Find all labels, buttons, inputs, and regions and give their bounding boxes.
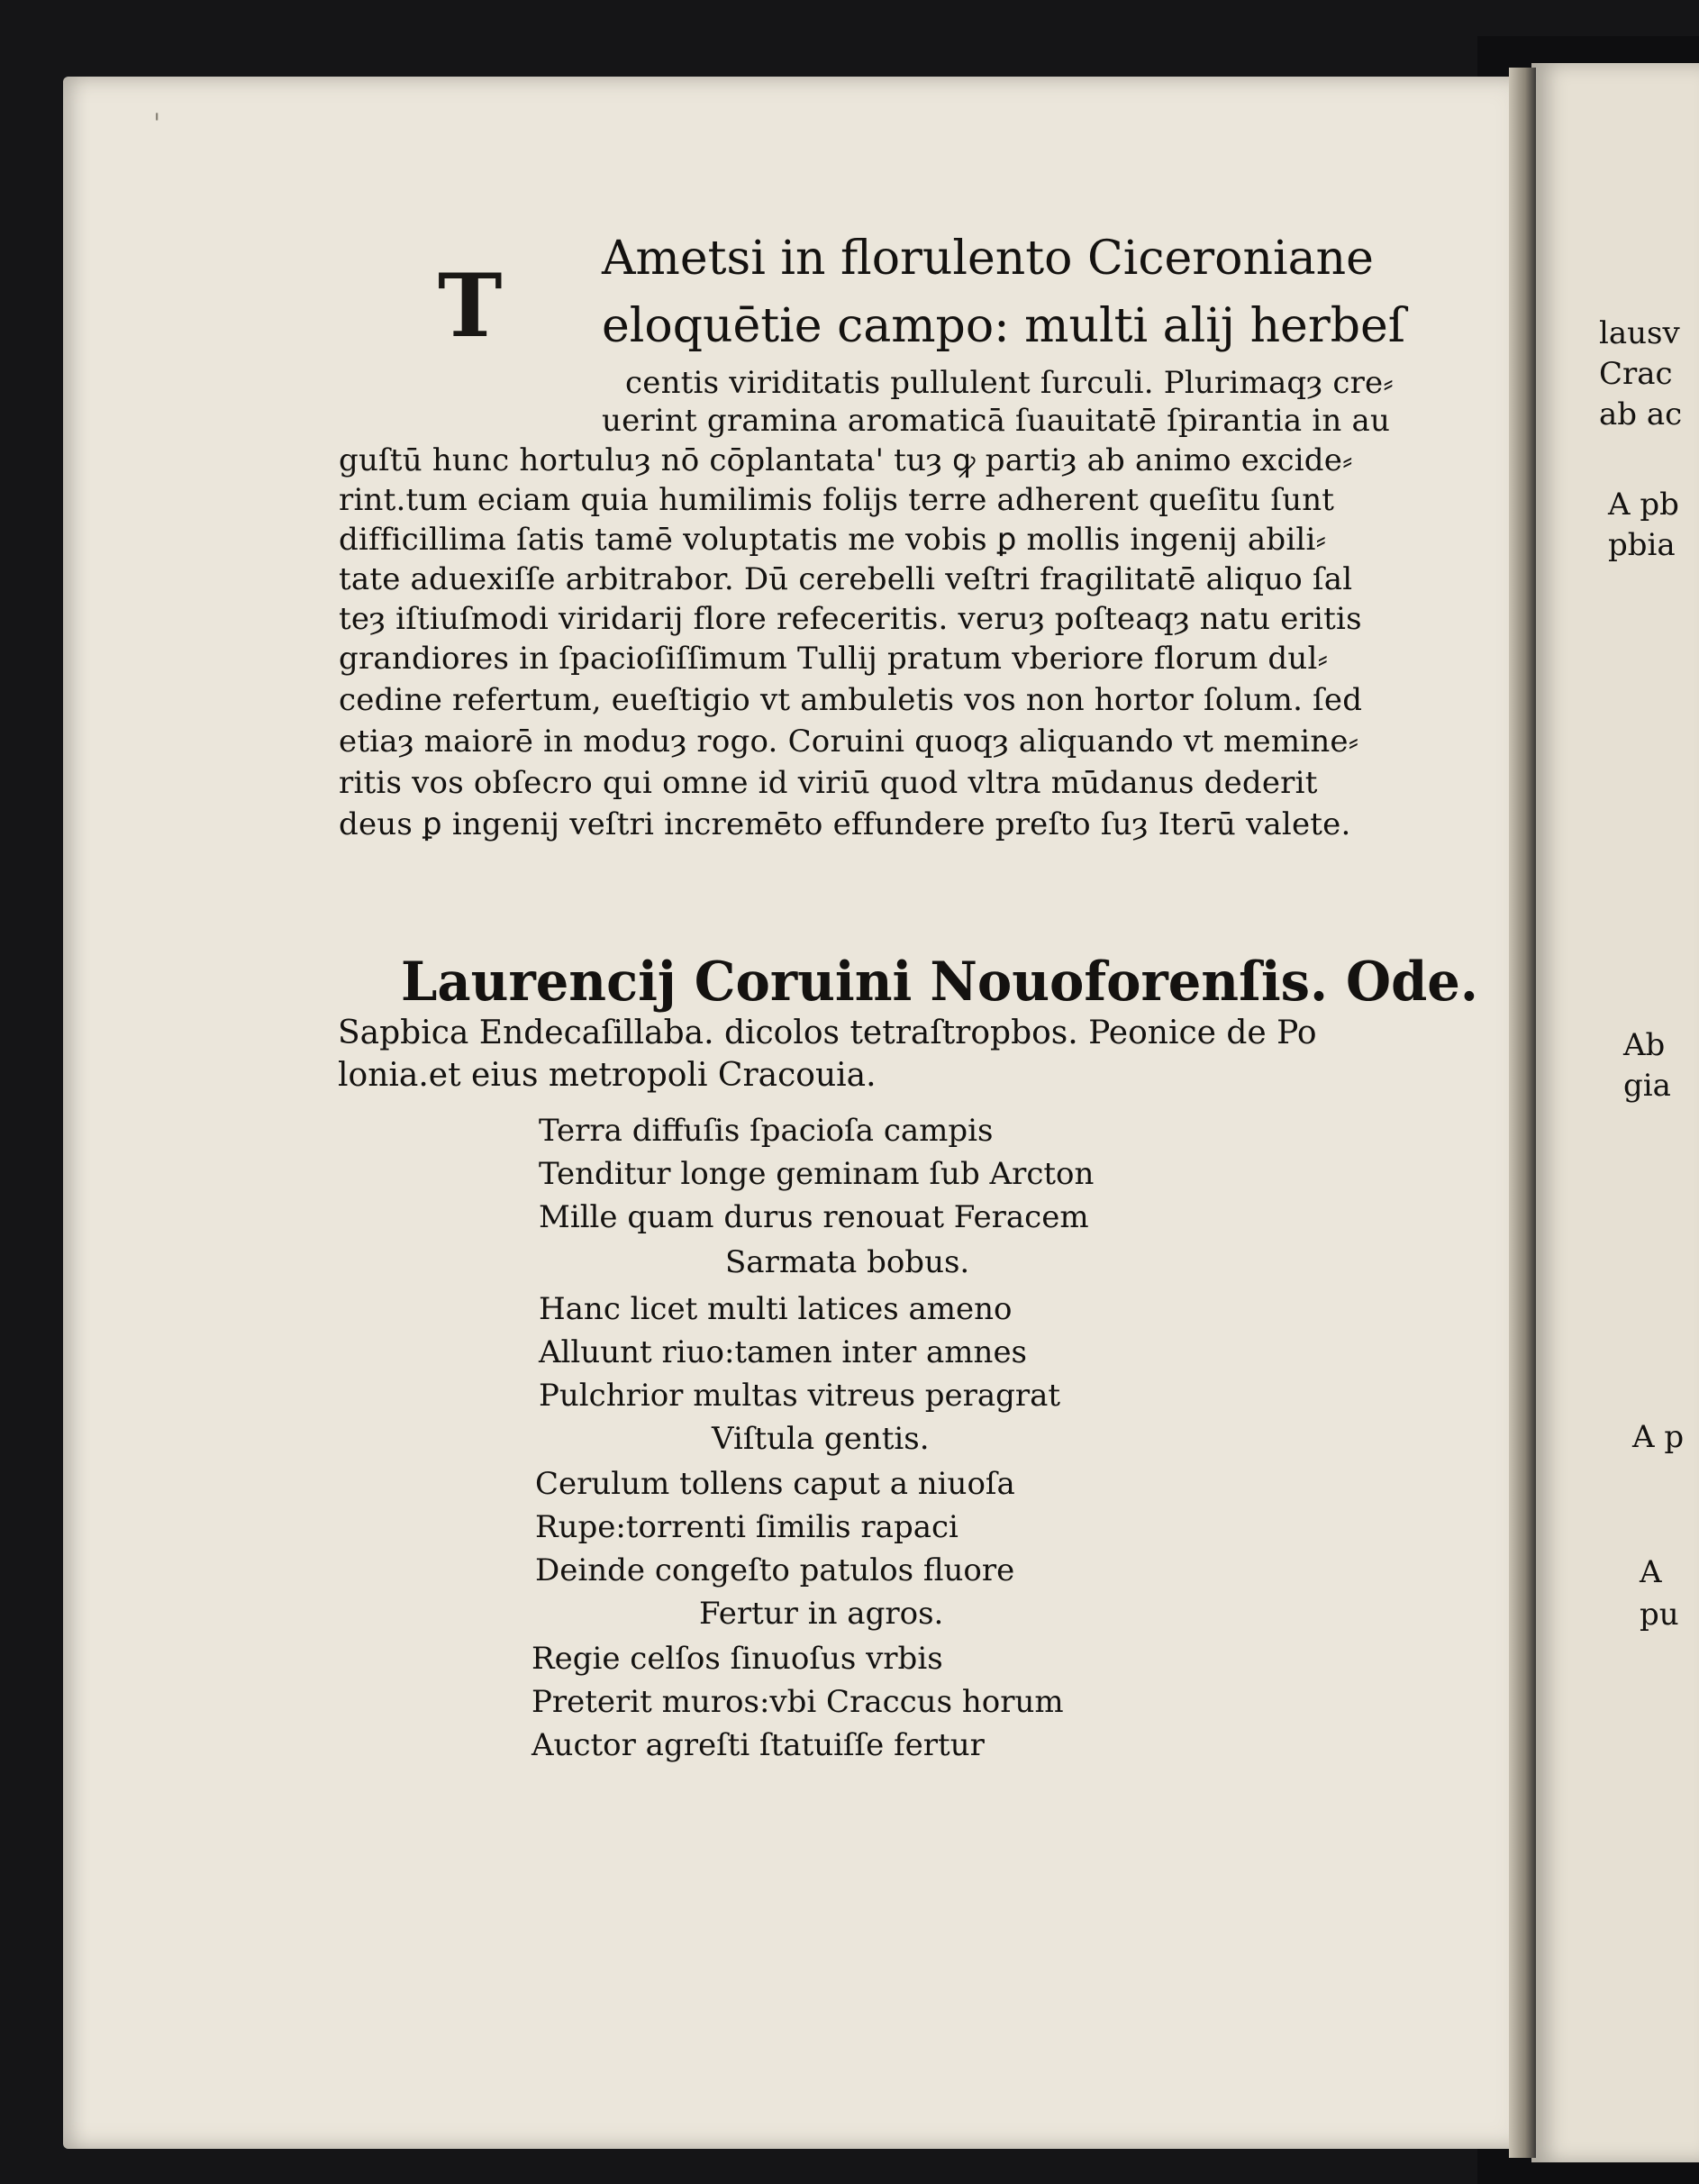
verse-line: Deinde congeſto patulos fluore [535, 1552, 1015, 1588]
ode-subtitle-line-2: lonia.et eius metropoli Cracouia. [338, 1057, 877, 1094]
verse-line: Pulchrior multas vitreus peragrat [539, 1378, 1061, 1414]
right-line: A pb [1608, 487, 1679, 523]
verse-line: Hanc licet multi latices ameno [539, 1291, 1013, 1327]
book-gutter [1509, 68, 1536, 2158]
intro-line-2: eloquētie campo: multi alij herbeſ [602, 299, 1405, 353]
body-line: deus ꝑ ingenij veſtri incremēto effundere preſto ſuȝ Iterū valete. [339, 806, 1351, 842]
body-line: grandiores in ſpacioſiſſimum Tullij pratum vberiore florum dul⸗ [339, 641, 1329, 677]
body-line: difficillima ſatis tamē voluptatis me vobis ꝑ mollis ingenij abili⸗ [339, 522, 1327, 558]
verse-line-indented: Viſtula gentis. [712, 1421, 930, 1457]
verse-line: Auctor agreſti ſtatuiſſe fertur [532, 1727, 985, 1763]
margin-mark: ' [153, 108, 161, 140]
right-line: Ab [1623, 1027, 1666, 1063]
verse-line-indented: Fertur in agros. [699, 1596, 944, 1632]
body-line: ritis vos obſecro qui omne id viriū quod vltra mūdanus dederit [339, 765, 1318, 801]
body-line: guſtū hunc hortuluȝ nō cōplantata' tuȝ ꝙ partiȝ ab animo excide⸗ [339, 442, 1353, 478]
verse-line: Alluunt riuo:tamen inter amnes [539, 1334, 1028, 1370]
ode-title: Laurencij Coruini Nouoforenſis. Ode. [401, 951, 1478, 1014]
right-line: pbia [1608, 527, 1676, 563]
right-line: pu [1640, 1597, 1679, 1633]
verse-line: Terra diffuſis ſpacioſa campis [539, 1113, 994, 1149]
body-line: rint.tum eciam quia humilimis folijs terre adherent queſitu ſunt [339, 482, 1335, 518]
ode-subtitle-line-1: Sapbica Endecaſillaba. dicolos tetraſtropbos. Peonice de Po [338, 1015, 1317, 1051]
body-line: centis viriditatis pullulent ſurculi. Plurimaqȝ cre⸗ [625, 365, 1394, 401]
verse-line: Preterit muros:vbi Craccus horum [532, 1684, 1064, 1720]
body-line: uerint gramina aromaticā ſuauitatē ſpirantia in au [602, 403, 1391, 439]
right-line: Crac [1599, 356, 1673, 392]
right-line: gia [1623, 1068, 1671, 1104]
body-line: teȝ iſtiuſmodi viridarij flore refeceritis. veruȝ poſteaqȝ natu eritis [339, 601, 1362, 637]
right-line: A [1640, 1554, 1662, 1590]
verse-line: Regie celſos ſinuoſus vrbis [532, 1641, 943, 1677]
verse-line: Tenditur longe geminam ſub Arcton [539, 1156, 1095, 1192]
body-line: cedine refertum, eueſtigio vt ambuletis vos non hortor ſolum. ſed [339, 682, 1363, 718]
body-line: tate aduexiſſe arbitrabor. Dū cerebelli veſtri fragilitatē aliquo ſal [339, 561, 1353, 597]
verse-line-indented: Sarmata bobus. [725, 1244, 970, 1280]
right-line: ab ac [1599, 396, 1683, 432]
verse-line: Cerulum tollens caput a niuoſa [535, 1466, 1015, 1502]
body-line: etiaȝ maiorē in moduȝ rogo. Coruini quoqȝ aliquando vt memine⸗ [339, 723, 1359, 760]
verse-line: Mille quam durus renouat Feracem [539, 1199, 1089, 1235]
right-line: A p [1632, 1419, 1685, 1455]
right-line: lausv [1599, 315, 1680, 351]
drop-initial: T [438, 255, 503, 357]
intro-line-1: Ametsi in florulento Ciceroniane [602, 232, 1374, 286]
verse-line: Rupe:torrenti ſimilis rapaci [535, 1509, 959, 1545]
